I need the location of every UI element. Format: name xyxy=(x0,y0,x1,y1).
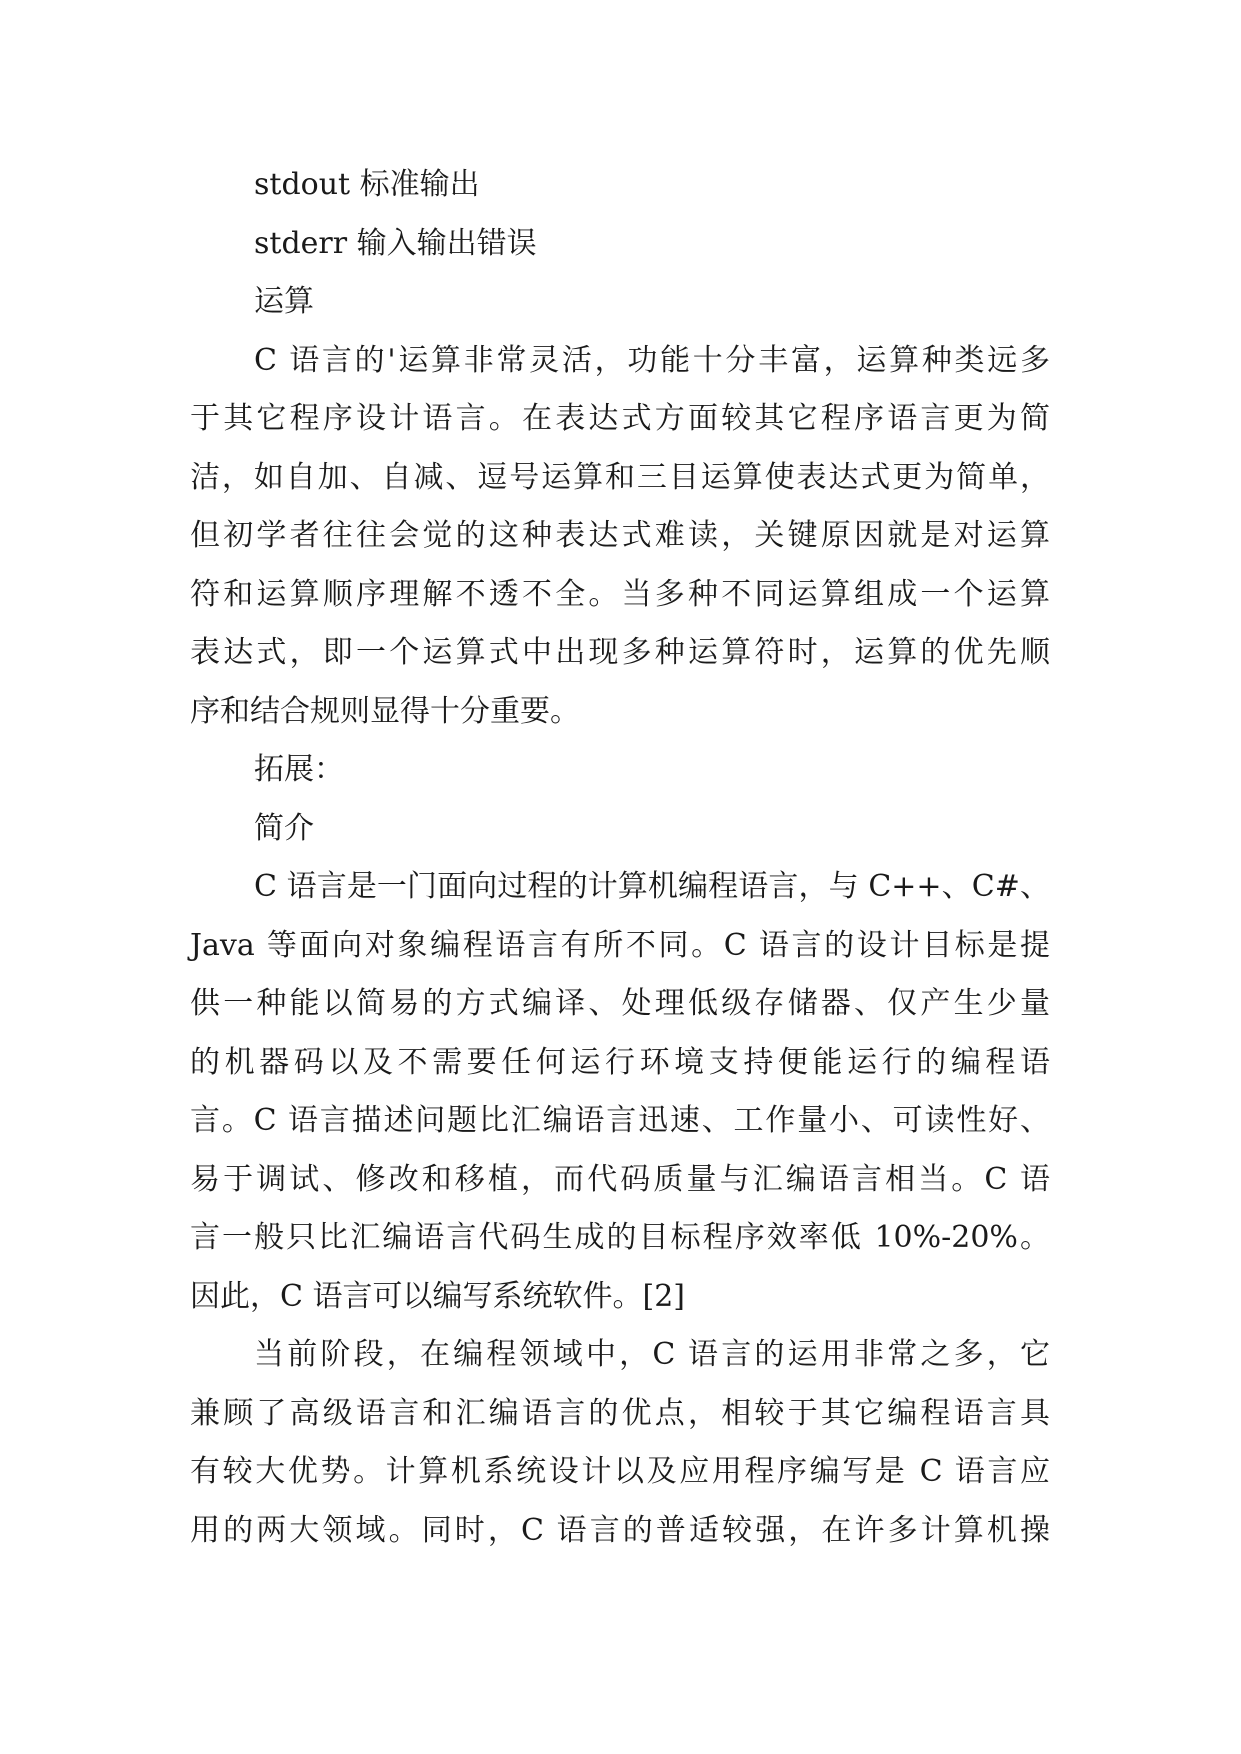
paragraph-line: 因此，C 语言可以编写系统软件。[2] xyxy=(190,1278,685,1314)
document-body xyxy=(190,156,1050,1560)
paragraph-line: 但初学者往往会觉的这种表达式难读，关键原因就是对运算 xyxy=(190,518,1050,553)
section-heading-intro: 简介 xyxy=(254,810,314,846)
text-line-stdout: stdout 标准输出 xyxy=(254,167,480,202)
paragraph-line: 表达式，即一个运算式中出现多种运算符时，运算的优先顺 xyxy=(190,635,1050,670)
paragraph-line: 供一种能以简易的方式编译、处理低级存储器、仅产生少量 xyxy=(190,986,1050,1021)
paragraph-line: 于其它程序设计语言。在表达式方面较其它程序语言更为简 xyxy=(190,401,1050,436)
paragraph-line: C 语言是一门面向过程的计算机编程语言，与 C++、C#、 xyxy=(254,869,1050,904)
paragraph-line: 当前阶段，在编程领域中，C 语言的运用非常之多，它 xyxy=(254,1337,1050,1372)
paragraph-line: 洁，如自加、自减、逗号运算和三目运算使表达式更为简单， xyxy=(190,459,1050,495)
paragraph-line: 兼顾了高级语言和汇编语言的优点，相较于其它编程语言具 xyxy=(190,1395,1050,1431)
paragraph-line: 有较大优势。计算机系统设计以及应用程序编写是 C 语言应 xyxy=(190,1454,1050,1489)
paragraph-line: 符和运算顺序理解不透不全。当多种不同运算组成一个运算 xyxy=(190,576,1050,612)
text-line-stderr: stderr 输入输出错误 xyxy=(254,225,537,261)
section-heading-operations: 运算 xyxy=(254,284,314,319)
paragraph-line: 言一般只比汇编语言代码生成的目标程序效率低 10%-20%。 xyxy=(190,1220,1050,1255)
paragraph-line: C 语言的'运算非常灵活，功能十分丰富，运算种类远多 xyxy=(254,342,1050,378)
paragraph-line: 用的两大领域。同时，C 语言的普适较强，在许多计算机操 xyxy=(190,1512,1050,1548)
paragraph-line: 易于调试、修改和移植，而代码质量与汇编语言相当。C 语 xyxy=(190,1161,1050,1197)
paragraph-line: Java 等面向对象编程语言有所不同。C 语言的设计目标是提 xyxy=(190,927,1050,963)
paragraph-line: 言。C 语言描述问题比汇编语言迅速、工作量小、可读性好、 xyxy=(190,1103,1050,1138)
section-heading-extension: 拓展： xyxy=(254,752,344,787)
paragraph-line: 的机器码以及不需要任何运行环境支持便能运行的编程语 xyxy=(190,1044,1050,1080)
paragraph-line: 序和结合规则显得十分重要。 xyxy=(190,693,580,729)
